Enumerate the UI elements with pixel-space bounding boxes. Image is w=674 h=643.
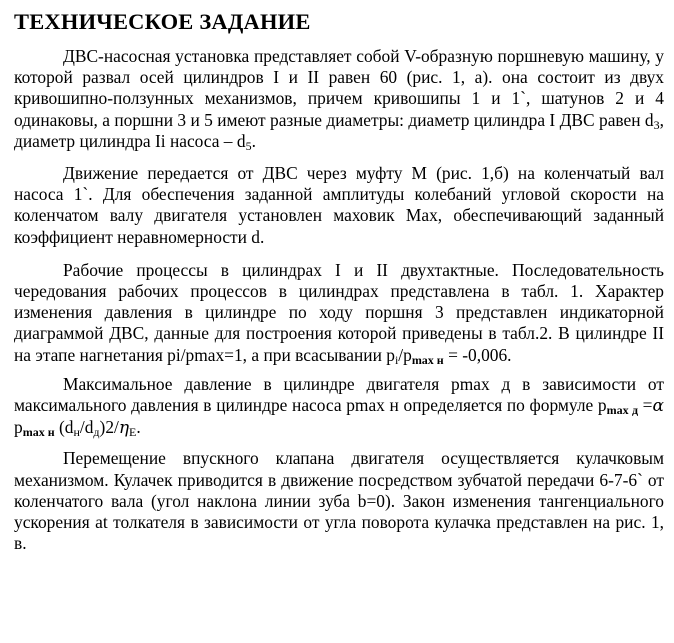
paragraph-working-processes [14,260,664,366]
p4-subscript-d: д [93,425,100,440]
paragraph-motion-transfer: Движение передается от ДВС через муфту М (рис. 1,б) на коленчатый вал насоса 1`. Для обеспечения заданной амплитуды колебаний угловой скорости на коленчатом валу двигателя установлен маховик Мах, обеспечивающий заданный коэффициент неравномерности d. [14,163,664,247]
p4-subscript-e: E [129,425,137,440]
paragraph-installation-description [14,46,664,152]
p4-subscript-max-d: max д [606,403,639,418]
document-title: ТЕХНИЧЕСКОЕ ЗАДАНИЕ [14,9,311,34]
p1-text-c: . [251,130,256,151]
p4-text-e: /d [79,417,94,438]
p4-text-b: = [638,395,653,416]
p1-subscript-d3: 3 [653,117,660,132]
paragraph-max-pressure-formula [14,374,664,440]
p4-text-d: (d [54,417,74,438]
p4-text-g: . [136,417,141,438]
p3-text-c: = -0,006. [443,344,512,365]
alpha-symbol: α [652,396,664,417]
p1-subscript-d5: 5 [245,138,252,153]
p4-text-f: )2/ [99,417,119,438]
p3-text-b: /p [398,344,412,365]
document-page [14,0,664,554]
p1-text-a: ДВС-насосная установка представляет собой V-образную поршневую машину, у которой развал осей цилиндров I и II равен 60 (рис. 1, а). она состоит из двух кривошипно-ползунных механизмов, причем кривошипы 1 и 1`, шатунов 2 и 4 одинаковы, а поршни 3 и 5 имеют разные диаметры: диаметр цилиндра I ДВС равен d [14,46,664,130]
p1-text-b: , диаметр цилиндра Ii насоса – d [14,109,664,151]
eta-symbol: η [118,418,130,439]
p3-subscript-i: i [394,352,399,367]
p4-text-a: Максимальное давление в цилиндре двигателя pmax д в зависимости от максимального давления в цилиндре насоса pmax н определяется по формуле p [14,373,664,416]
paragraph-valve-cam-mechanism: Перемещение впускного клапана двигателя осуществляется кулачковым механизмом. Кулачек приводится в движение посредством зубчатой передачи 6-7-6` от коленчатого вала (угол наклона линии зуба b=0). Закон изменения тангенциального ускорения at толкателя в зависимости от угла поворота кулачка представлен на рис. 1, в. [14,448,664,554]
p4-text-c: p [14,417,23,438]
p3-subscript-max-n: max н [411,352,444,367]
p4-subscript-max-n: max н [22,425,55,440]
p4-subscript-n: н [73,425,80,440]
p3-text-a: Рабочие процессы в цилиндрах I и II двухтактные. Последовательность чередования рабочих процессов в цилиндрах представлена в табл. 1. Характер изменения давления в цилиндре по ходу поршня 3 представлен индикаторной диаграммой ДВС, данные для построения которой приведены в табл.2. В цилиндре II на этапе нагнетания pi/pmax=1, а при всасывании p [14,259,664,365]
